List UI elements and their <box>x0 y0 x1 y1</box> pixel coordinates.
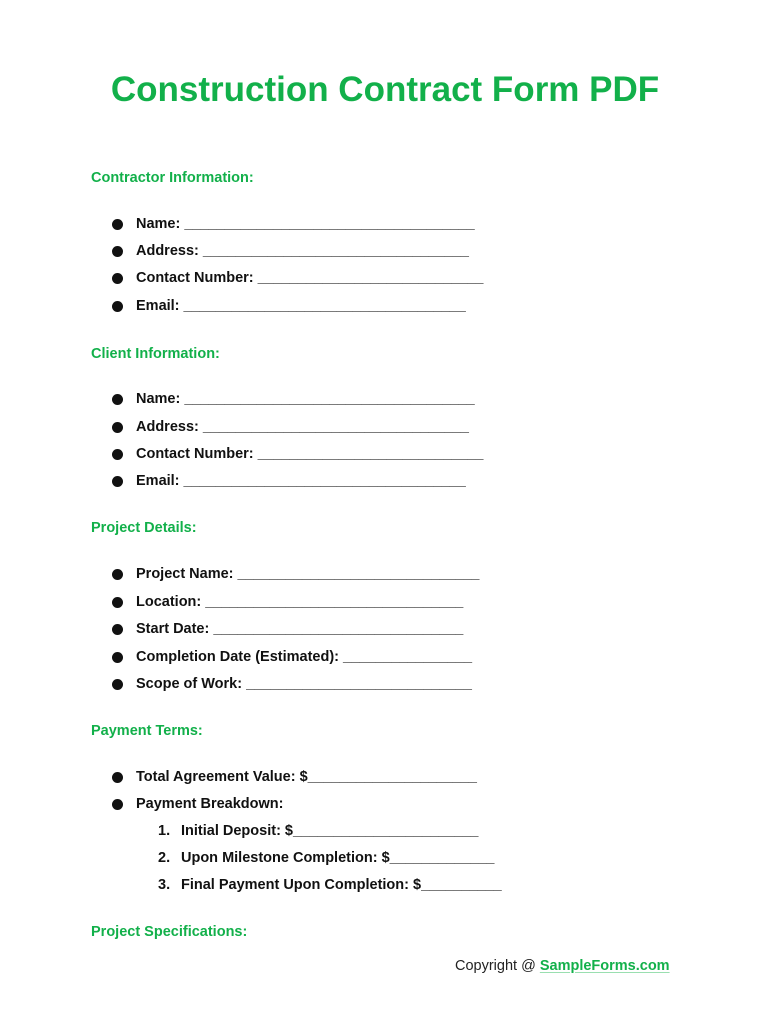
field-label: Completion Date (Estimated): ________________ <box>136 649 473 665</box>
section-heading-specifications: Project Specifications: <box>91 924 248 940</box>
field-label: Total Agreement Value: $_____________________ <box>136 769 477 785</box>
bullet-icon <box>112 273 123 284</box>
field-label: Name: ____________________________________ <box>136 391 475 407</box>
item-number: 1. <box>158 823 171 839</box>
page-title: Construction Contract Form PDF <box>110 70 660 109</box>
bullet-icon <box>112 219 123 230</box>
copyright-footer <box>455 958 670 974</box>
field-label: Address: _________________________________ <box>136 419 469 435</box>
list-item <box>112 391 475 407</box>
field-label: Email: ___________________________________ <box>136 473 466 489</box>
list-item <box>112 566 479 582</box>
numbered-item <box>158 850 494 866</box>
field-label: Initial Deposit: $_______________________ <box>181 823 479 839</box>
section-heading-project: Project Details: <box>91 520 197 536</box>
list-item <box>112 676 472 692</box>
bullet-icon <box>112 246 123 257</box>
bullet-icon <box>112 476 123 487</box>
list-item <box>112 649 472 665</box>
bullet-icon <box>112 679 123 690</box>
list-item <box>112 298 466 314</box>
field-label: Name: ____________________________________ <box>136 216 475 232</box>
bullet-icon <box>112 799 123 810</box>
section-heading-client: Client Information: <box>91 346 220 362</box>
section-heading-contractor: Contractor Information: <box>91 170 254 186</box>
field-label: Payment Breakdown: <box>136 796 284 812</box>
list-item <box>112 769 477 785</box>
brand-link[interactable]: SampleForms.com <box>539 958 670 974</box>
field-label: Email: ___________________________________ <box>136 298 466 314</box>
field-label: Contact Number: ____________________________ <box>136 270 484 286</box>
list-item <box>112 270 483 286</box>
field-label: Scope of Work: ____________________________ <box>136 676 472 692</box>
field-label: Final Payment Upon Completion: $__________ <box>181 877 502 893</box>
field-label: Project Name: ______________________________ <box>136 566 480 582</box>
field-label: Address: _________________________________ <box>136 243 469 259</box>
bullet-icon <box>112 422 123 433</box>
list-item <box>112 446 483 462</box>
list-item <box>112 419 469 435</box>
bullet-icon <box>112 394 123 405</box>
list-item <box>112 473 466 489</box>
field-label: Upon Milestone Completion: $_____________ <box>181 850 495 866</box>
numbered-item <box>158 823 478 839</box>
item-number: 3. <box>158 877 171 893</box>
list-item <box>112 621 463 637</box>
numbered-item <box>158 877 502 893</box>
list-item <box>112 216 475 232</box>
bullet-icon <box>112 301 123 312</box>
list-item <box>112 243 469 259</box>
section-heading-payment: Payment Terms: <box>91 723 203 739</box>
bullet-icon <box>112 624 123 635</box>
bullet-icon <box>112 597 123 608</box>
list-item <box>112 796 283 812</box>
bullet-icon <box>112 569 123 580</box>
copyright-text: Copyright @ <box>455 958 540 974</box>
bullet-icon <box>112 772 123 783</box>
bullet-icon <box>112 449 123 460</box>
field-label: Contact Number: ____________________________ <box>136 446 484 462</box>
list-item <box>112 594 463 610</box>
field-label: Location: ________________________________ <box>136 594 464 610</box>
bullet-icon <box>112 652 123 663</box>
item-number: 2. <box>158 850 171 866</box>
field-label: Start Date: _______________________________ <box>136 621 464 637</box>
